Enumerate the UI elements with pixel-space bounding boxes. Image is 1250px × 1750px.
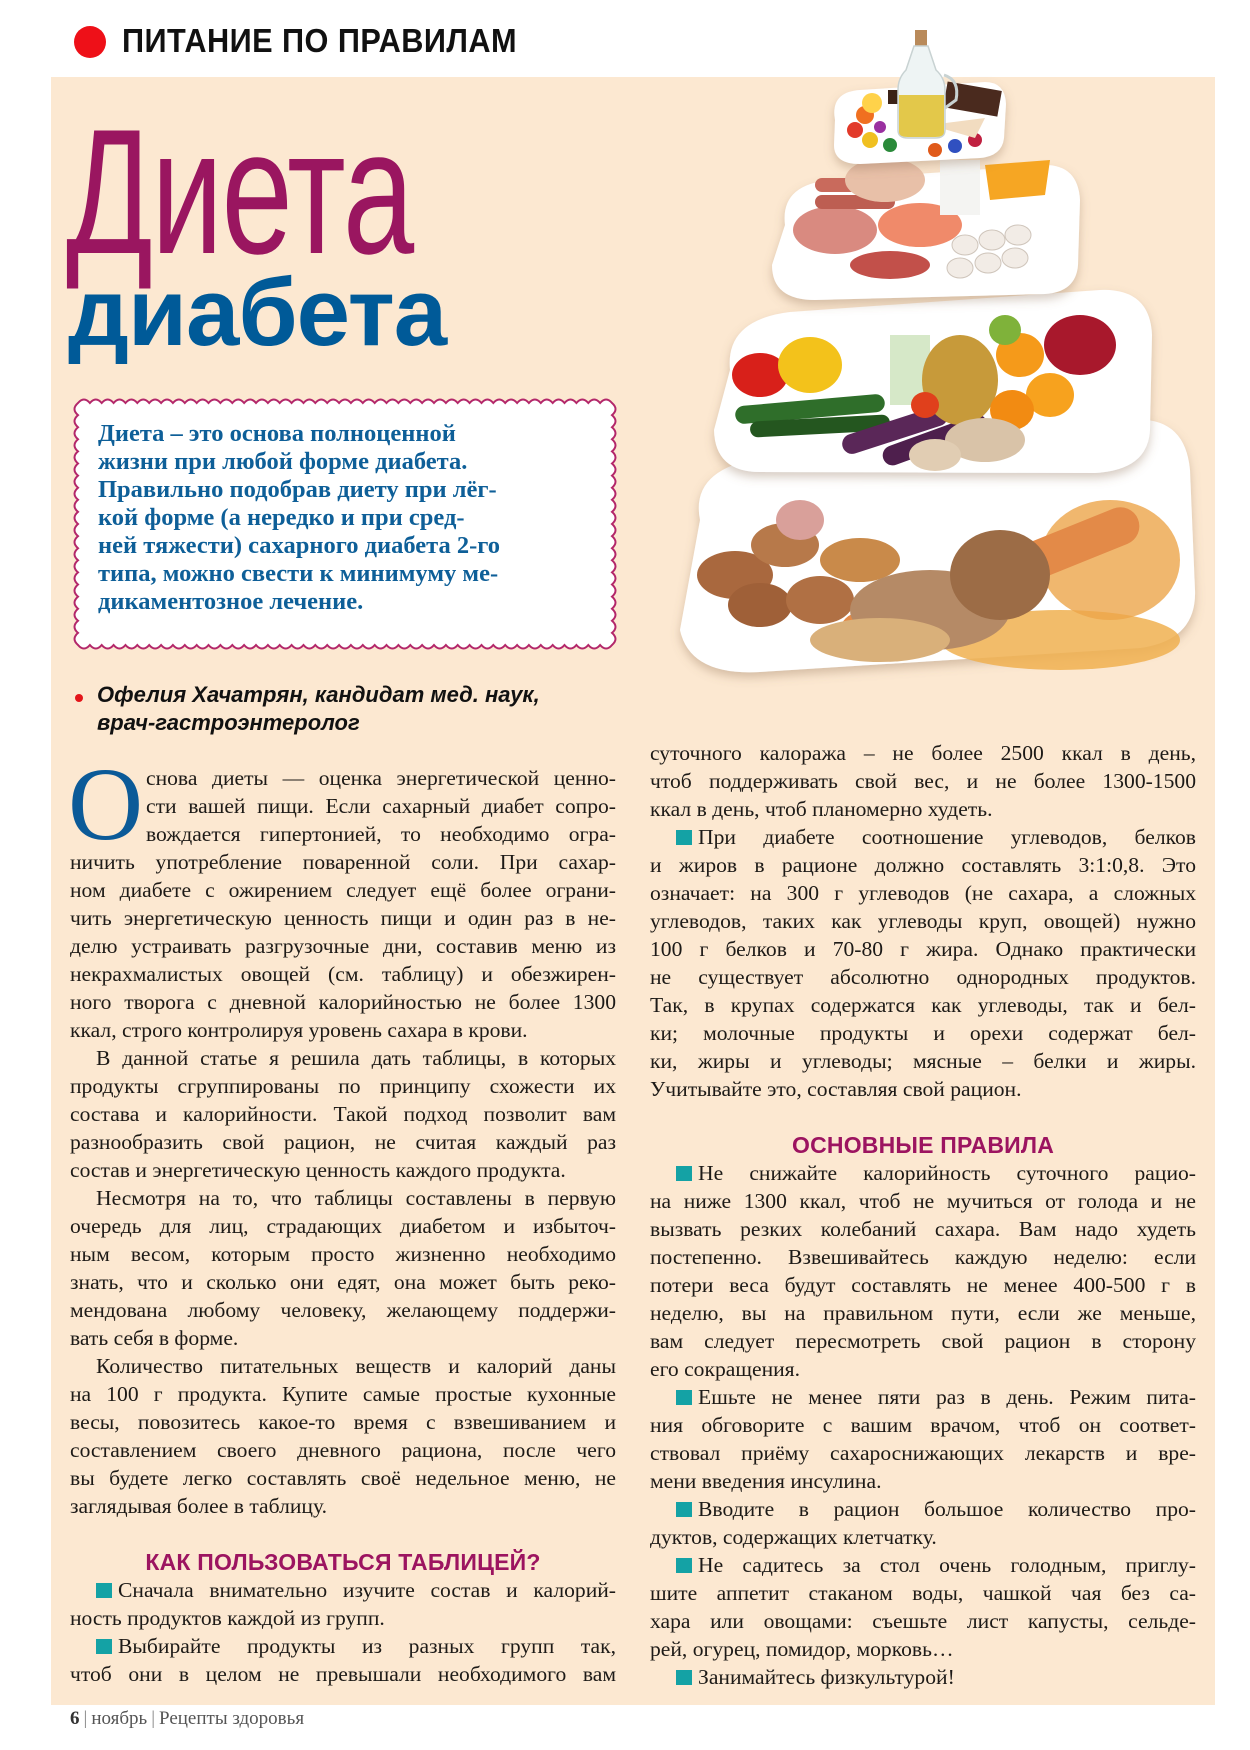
intro-text: [98, 420, 608, 616]
line-text: на ниже 1300 ккал, чтоб не мучиться от голода и не: [650, 1189, 1196, 1213]
text-line: [650, 823, 1196, 851]
text-line: [70, 1436, 616, 1464]
text-line: [70, 904, 616, 932]
line-text: делю устраивать разгрузочные дни, составив меню из: [70, 934, 616, 958]
line-text: ном диабете с ожирением следует ещё более ограни-: [70, 878, 616, 902]
text-line: [650, 795, 1196, 823]
intro-callout: [73, 398, 617, 650]
line-text: состав и энергетическую ценность каждого продукта.: [70, 1158, 566, 1182]
text-line: [650, 1159, 1196, 1187]
text-line: [650, 1271, 1196, 1299]
line-text: Не снижайте калорийность суточного рацио-: [698, 1161, 1196, 1185]
text-line: [70, 1296, 616, 1324]
text-line: [70, 792, 616, 820]
title-line-2: диабета: [68, 259, 447, 366]
line-text: хара или овощами: съешьте лист капусты, сельде-: [650, 1609, 1196, 1633]
teal-square-bullet-icon: [676, 1390, 692, 1405]
text-line: [650, 1411, 1196, 1439]
line-text: и жиров в рационе должно составлять 3:1:0,8. Это: [650, 853, 1196, 877]
line-text: чить энергетическую ценность пищи и один раз в не-: [70, 906, 616, 930]
teal-square-bullet-icon: [96, 1583, 112, 1598]
line-text: разнообразить свой рацион, не считая каждый раз: [70, 1130, 616, 1154]
byline-dot-icon: [75, 694, 83, 702]
text-line: [70, 960, 616, 988]
text-line: [650, 907, 1196, 935]
text-line: [650, 935, 1196, 963]
teal-square-bullet-icon: [676, 1670, 692, 1685]
text-line: [70, 1016, 616, 1044]
line-text: рей, огурец, помидор, морковь…: [650, 1637, 954, 1661]
intro-line: кой форме (а нередко и при сред-: [98, 504, 465, 531]
line-text: Не садитесь за стол очень голодным, приглу-: [698, 1553, 1196, 1577]
text-line: [650, 1075, 1196, 1103]
line-text: ккал, строго контролируя уровень сахара в крови.: [70, 1018, 528, 1042]
line-text: дуктов, содержащих клетчатку.: [650, 1525, 937, 1549]
text-line: [70, 1660, 616, 1688]
text-line: [70, 1184, 616, 1212]
text-line: [650, 1607, 1196, 1635]
text-line: [70, 1576, 616, 1604]
section-heading: КАК ПОЛЬЗОВАТЬСЯ ТАБЛИЦЕЙ?: [145, 1549, 541, 1575]
line-text: ного творога с дневной калорийностью не более 1300: [70, 990, 616, 1014]
text-line: [650, 1047, 1196, 1075]
text-line: [70, 1380, 616, 1408]
text-line: [650, 739, 1196, 767]
line-text: составлением своего дневного рациона, после чего: [70, 1438, 616, 1462]
line-text: потери веса будут составлять не менее 400-500 г в: [650, 1273, 1196, 1297]
line-text: вать себя в форме.: [70, 1326, 239, 1350]
text-line: [650, 879, 1196, 907]
intro-line: жизни при любой форме диабета.: [98, 448, 468, 475]
line-text: означает: на 300 г углеводов (не сахара, а сложных: [650, 881, 1196, 905]
text-line: [650, 1663, 1196, 1691]
author-title: врач-гастроэнтеролог: [97, 710, 360, 735]
drop-cap: О: [68, 747, 144, 862]
line-text: чтоб поддерживать свой вес, и не более 1300-1500: [650, 769, 1196, 793]
intro-line: Диета – это основа полноценной: [98, 420, 456, 447]
text-line: [70, 1240, 616, 1268]
line-text: Сначала внимательно изучите состав и калорий-: [118, 1578, 616, 1602]
teal-square-bullet-icon: [676, 1166, 692, 1181]
line-text: вы будете легко составлять своё недельное меню, не: [70, 1466, 616, 1490]
line-text: ки, жиры и углеводы; мясные – белки и жиры.: [650, 1049, 1196, 1073]
line-text: ки; молочные продукты и орехи содержат бел-: [650, 1021, 1196, 1045]
section-title: ПИТАНИЕ ПО ПРАВИЛАМ: [122, 22, 518, 59]
text-line: [70, 1268, 616, 1296]
text-line: [70, 1632, 616, 1660]
text-line: [70, 1408, 616, 1436]
text-line: [70, 876, 616, 904]
teal-square-bullet-icon: [676, 1502, 692, 1517]
text-line: [650, 1579, 1196, 1607]
text-line: [70, 1352, 616, 1380]
text-line: [650, 1019, 1196, 1047]
line-text: шите аппетит стаканом воды, чашкой чая без са-: [650, 1581, 1196, 1605]
text-line: [650, 1327, 1196, 1355]
text-line: [650, 991, 1196, 1019]
text-line: [70, 848, 616, 876]
article-column-left: [68, 747, 616, 1688]
text-line: [70, 988, 616, 1016]
line-text: ния обговорите с вашим врачом, чтоб он соответ-: [650, 1413, 1196, 1437]
footer-divider: |: [151, 1708, 156, 1729]
text-line: [70, 1324, 616, 1352]
text-line: [650, 1187, 1196, 1215]
magazine-name: Рецепты здоровья: [159, 1708, 305, 1729]
line-text: снова диеты — оценка энергетической ценно-: [146, 766, 616, 790]
text-line: [650, 1551, 1196, 1579]
author-name: Офелия Хачатрян, кандидат мед. наук,: [97, 682, 540, 707]
plate-protein: [772, 158, 1080, 300]
line-text: его сокращения.: [650, 1357, 801, 1381]
text-line: [70, 932, 616, 960]
intro-line: дикаментозное лечение.: [98, 588, 364, 615]
text-line: [650, 1495, 1196, 1523]
teal-square-bullet-icon: [676, 830, 692, 845]
line-text: углеводов, таких как углеводы круп, овощей) нужно: [650, 909, 1196, 933]
line-text: Выбирайте продукты из разных групп так,: [118, 1634, 616, 1658]
teal-square-bullet-icon: [676, 1558, 692, 1573]
text-line: [650, 1439, 1196, 1467]
line-text: вам следует пересмотреть свой рацион в сторону: [650, 1329, 1196, 1353]
section-heading: ОСНОВНЫЕ ПРАВИЛА: [791, 1132, 1055, 1158]
text-line: [650, 1299, 1196, 1327]
text-line: [70, 1072, 616, 1100]
line-text: Несмотря на то, что таблицы составлены в первую: [96, 1186, 616, 1210]
text-line: [70, 1044, 616, 1072]
line-text: Так, в крупах содержатся как углеводы, так и бел-: [650, 993, 1196, 1017]
intro-line: Правильно подобрав диету при лёг-: [98, 476, 497, 503]
title-line-1: Диета: [66, 92, 413, 291]
line-text: весы, повозитесь какое-то время с взвешиванием и: [70, 1410, 616, 1434]
line-text: состава и калорийности. Такой подход позволит вам: [70, 1102, 616, 1126]
column-spacer: [650, 1103, 1196, 1131]
line-text: ствовал приёму сахароснижающих лекарств и вре-: [650, 1441, 1196, 1465]
line-text: заглядывая более в таблицу.: [70, 1494, 327, 1518]
plate-fruits-vegetables: [714, 290, 1152, 473]
text-line: [650, 1243, 1196, 1271]
food-pyramid-illustration: [640, 10, 1230, 690]
text-line: [70, 820, 616, 848]
line-text: на 100 г продукта. Купите самые простые кухонные: [70, 1382, 616, 1406]
text-line: [650, 767, 1196, 795]
article-column-right: [650, 739, 1196, 1691]
text-line: [650, 1467, 1196, 1495]
line-text: При диабете соотношение углеводов, белков: [698, 825, 1196, 849]
line-text: некрахмалистых овощей (см. таблицу) и обезжирен-: [70, 962, 616, 986]
page-number: 6: [70, 1708, 80, 1729]
line-text: Учитывайте это, составляя свой рацион.: [650, 1077, 1022, 1101]
line-text: ность продуктов каждой из групп.: [70, 1606, 385, 1630]
column-spacer: [70, 1520, 616, 1548]
intro-line: типа, можно свести к минимуму ме-: [98, 560, 499, 587]
text-line: [70, 1604, 616, 1632]
issue-month: ноябрь: [91, 1708, 148, 1729]
text-line: [650, 1635, 1196, 1663]
line-text: Количество питательных веществ и калорий даны: [96, 1354, 616, 1378]
line-text: В данной статье я решила дать таблицы, в которых: [96, 1046, 616, 1070]
line-text: ным весом, которым просто жизненно необходимо: [70, 1242, 616, 1266]
text-line: [70, 1212, 616, 1240]
line-text: сти вашей пищи. Если сахарный диабет сопро-: [146, 794, 616, 818]
text-line: [650, 1383, 1196, 1411]
line-text: вождается гипертонией, то необходимо огра-: [146, 822, 616, 846]
line-text: неделю, вы на правильном пути, если же меньше,: [650, 1301, 1196, 1325]
line-text: продукты сгруппированы по принципу схожести их: [70, 1074, 616, 1098]
line-text: Занимайтесь физкультурой!: [698, 1665, 955, 1689]
line-text: не существует абсолютно однородных продуктов.: [650, 965, 1196, 989]
text-line: [650, 851, 1196, 879]
line-text: 100 г белков и 70-80 г жира. Однако практически: [650, 937, 1196, 961]
text-line: [70, 1464, 616, 1492]
footer-divider: |: [83, 1708, 88, 1729]
text-line: [70, 1128, 616, 1156]
text-line: [70, 1492, 616, 1520]
text-line: [70, 764, 616, 792]
line-text: суточного калоража – не более 2500 ккал в день,: [650, 741, 1196, 765]
text-line: [650, 1215, 1196, 1243]
line-text: ккал в день, чтоб планомерно худеть.: [650, 797, 993, 821]
line-text: очередь для лиц, страдающих диабетом и избыточ-: [70, 1214, 616, 1238]
line-text: вызвать резких колебаний сахара. Вам надо худеть: [650, 1217, 1196, 1241]
text-line: [70, 1156, 616, 1184]
line-text: чтоб они в целом не превышали необходимого вам: [70, 1662, 616, 1686]
intro-line: ней тяжести) сахарного диабета 2-го: [98, 532, 501, 559]
line-text: Вводите в рацион большое количество про-: [698, 1497, 1196, 1521]
text-line: [70, 1100, 616, 1128]
section-marker-dot-icon: [74, 26, 106, 58]
line-text: ничить употребление поваренной соли. При сахар-: [70, 850, 616, 874]
line-text: знать, что и сколько они едят, она может быть реко-: [70, 1270, 616, 1294]
text-line: [650, 1523, 1196, 1551]
line-text: Ешьте не менее пяти раз в день. Режим пита-: [698, 1385, 1196, 1409]
teal-square-bullet-icon: [96, 1639, 112, 1654]
line-text: постепенно. Взвешивайтесь каждую неделю: если: [650, 1245, 1196, 1269]
page-footer: [70, 1708, 304, 1730]
text-line: [650, 1355, 1196, 1383]
line-text: мендована любому человеку, желающему поддержи-: [70, 1298, 616, 1322]
line-text: мени введения инсулина.: [650, 1469, 882, 1493]
text-line: [650, 963, 1196, 991]
